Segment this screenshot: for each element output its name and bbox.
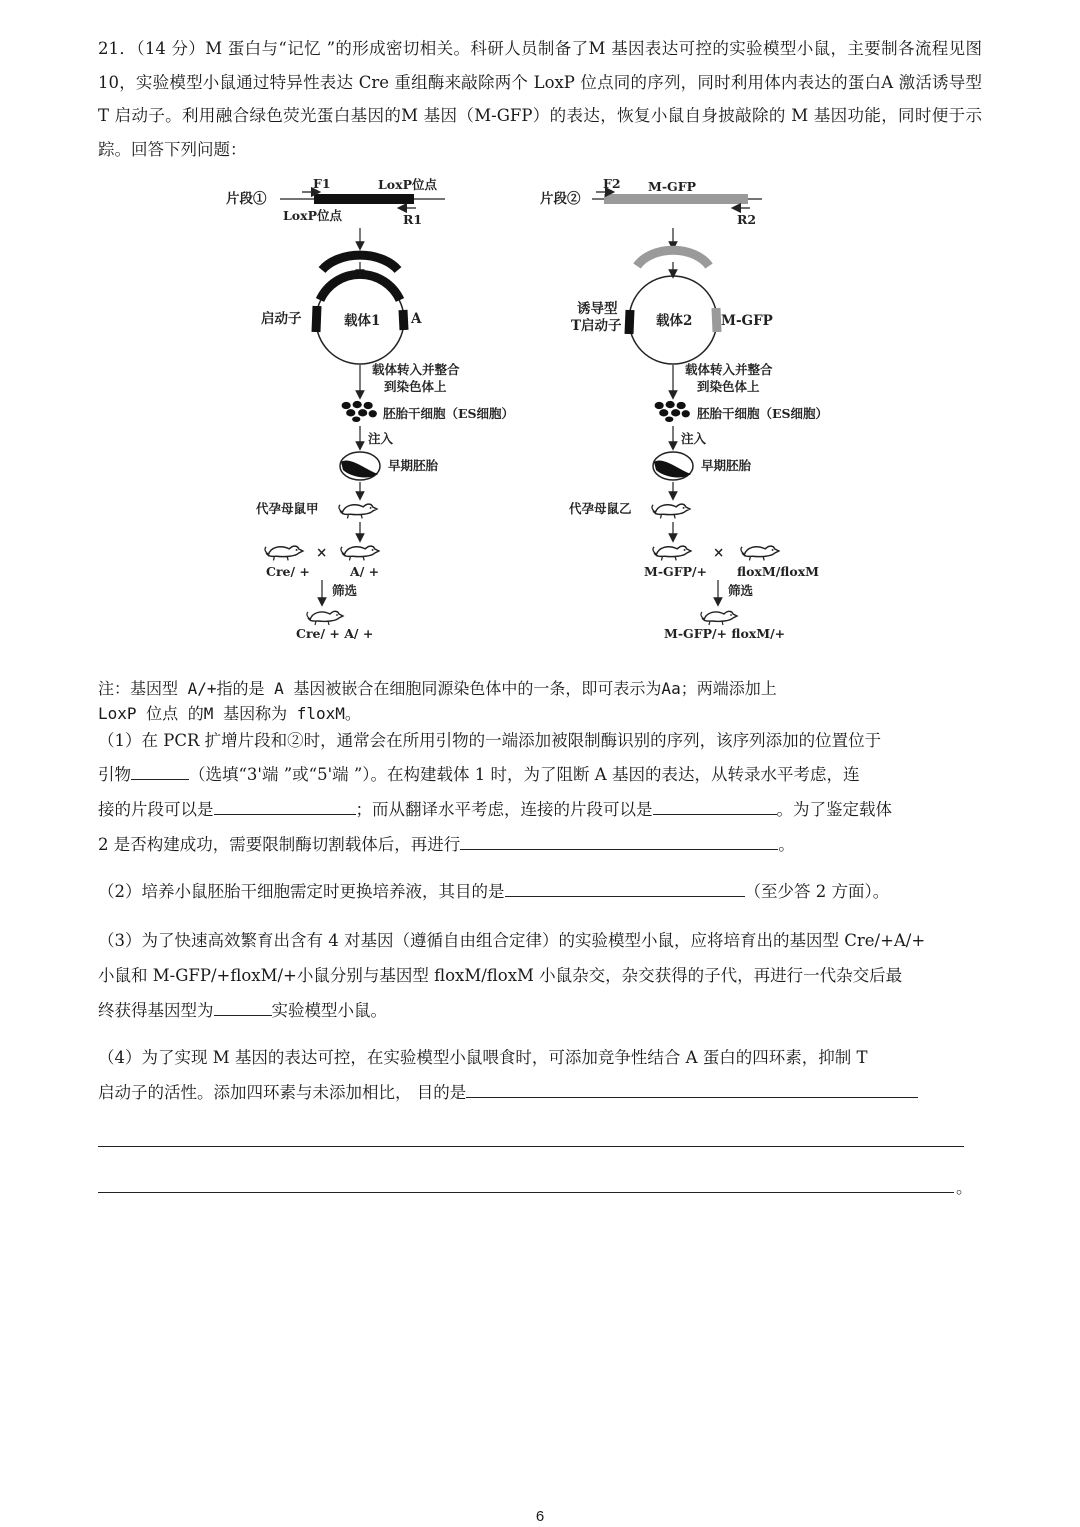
integrate2-text-1: 载体转入并整合 [685,362,773,377]
q4-line-2 [98,1076,982,1110]
offspring-left-icon [307,611,343,625]
q1-l2-text-b: （选填“3'端 ”或“5'端 ”）。在构建载体 1 时，为了阻断 A 基因的表达，从转录水平考虑，连 [189,765,860,784]
q3-line-3 [98,994,982,1028]
loxp-bottom-label: LoxP位点 [283,208,342,223]
parent-floxm-genotype: floxM/floxM [737,564,819,579]
q4-l2-text-a: 启动子的活性。添加四环素与未添加相比， 目的是 [98,1083,467,1102]
experiment-flow-diagram [0,170,1080,640]
vector1-label: 载体1 [344,313,381,329]
q4-end-mark: 。 [956,1178,973,1197]
surrogate-mouse-b-icon [652,504,690,518]
question-intro: 21．（14 分）M 蛋白与“记忆 ”的形成密切相关。科研人员制备了M 基因表达可控的实验模型小鼠，主要制各流程见图 10，实验模型小鼠通过特异性表达 Cre 重组酶来敲除两个 LoxP 位点同的序列，同时利用体内表达的蛋白A 激活诱导型 T 启动子。利用融合绿色荧光蛋白基因的M 基因（M-GFP）的表达，恢复小鼠自身披敲除的 M 基因功能，同时便于示踪。回答下列问题： [98,39,982,159]
q2-text-a: （2）培养小鼠胚胎干细胞需定时更换培养液，其目的是 [98,882,505,901]
q1-blank-transcription[interactable] [214,797,356,815]
fragment1-bar [314,194,414,204]
cross-symbol-right: × [713,545,725,561]
offspring-left-genotype: Cre/ + A/ + [296,626,374,640]
q3-line-2: 小鼠和 M-GFP/+floxM/+小鼠分别与基因型 floxM/floxM 小鼠杂交，杂交获得的子代，再进行一代杂交后最 [98,966,903,985]
q1-line-1: （1）在 PCR 扩增片段和②时，通常会在所用引物的一端添加被限制酶识别的序列，该序列添加的位置位于 [98,731,882,750]
parent-a-genotype: A/ + [350,564,380,579]
offspring-right-icon [701,611,737,625]
left-flow [226,176,514,640]
t-promoter-label-1: 诱导型 [577,301,618,317]
es-cells-label-left: 胚胎干细胞（ES细胞） [383,406,515,421]
q4-answer-line-3[interactable] [98,1192,954,1193]
integrate1-text-2: 到染色体上 [384,379,447,394]
q1-l3-text-b: ；而从翻译水平考虑，连接的片段可以是 [355,800,653,819]
mouse-mgfp-icon [653,546,691,560]
integrate2-text-2: 到染色体上 [697,379,760,394]
surrogate-label-a: 代孕母鼠甲 [256,501,319,516]
q1-l3-text-a: 接的片段可以是 [98,800,214,819]
q1-l3-text-c: 。为了鉴定载体 [776,800,892,819]
es-cells-icon [342,401,377,422]
es-cells-icon-right [655,401,690,422]
t-promoter-block [629,310,630,334]
q1-l2-text-a: 引物 [98,765,131,784]
primer-f1-label: F1 [313,176,331,191]
integrate1-text-1: 载体转入并整合 [372,362,460,377]
surrogate-label-b: 代孕母鼠乙 [569,501,632,516]
offspring-right-genotype: M-GFP/+ floxM/+ [664,626,786,640]
q1-blank-translation[interactable] [653,797,777,815]
primer-r1-label: R1 [403,212,423,227]
q4-line-1: （4）为了实现 M 基因的表达可控，在实验模型小鼠喂食时，可添加竞争性结合 A 蛋白的四环素，抑制 T [98,1048,868,1067]
mgfp-vector-label: M-GFP [721,313,773,329]
q3-l3-text-a: 终获得基因型为 [98,1001,214,1020]
parent-cre-genotype: Cre/ + [266,564,310,579]
fragment2-label: 片段② [540,191,581,207]
surrogate-mouse-a-icon [339,504,377,518]
q1-line-2 [98,758,982,792]
q3-blank-genotype[interactable] [214,998,272,1016]
promoter1-block [316,306,317,332]
fragment1-label: 片段① [226,191,267,207]
q1-blank-primer-end[interactable] [131,762,189,780]
q2-text-b: （至少答 2 方面）。 [744,882,890,901]
q2-blank-purpose[interactable] [505,879,745,897]
q3-line-1: （3）为了快速高效繁育出含有 4 对基因（遵循自由组合定律）的实验模型小鼠，应将培育出的基因型 Cre/+A/+ [98,931,926,950]
q1-line-3 [98,793,982,827]
loxp-top-label: LoxP位点 [378,177,437,192]
right-flow [540,176,828,640]
q1-l4-text-b: 。 [778,835,795,854]
note-line-2: LoxP 位点 的M 基因称为 floxM。 [98,704,361,723]
q3-l3-text-b: 实验模型小鼠。 [271,1001,387,1020]
mouse-cre-icon [265,546,303,560]
cross-symbol-left: × [316,545,328,561]
gene-a-block [403,310,404,330]
fragment2-bar [604,194,748,204]
screen-label-right: 筛选 [728,583,754,598]
embryo-label-left: 早期胚胎 [388,458,439,473]
promoter1-label: 启动子 [261,311,302,327]
primer-r2-label: R2 [737,212,757,227]
page-number: 6 [535,1508,545,1525]
embryo-label-right: 早期胚胎 [701,458,752,473]
q4-blank-purpose-1[interactable] [466,1080,918,1098]
screen-label-left: 筛选 [332,583,358,598]
q2-line [98,875,982,909]
vector2-label: 载体2 [656,313,693,329]
mouse-a-icon [341,546,379,560]
gene-a-label: A [411,311,422,327]
primer-f2-label: F2 [603,176,621,191]
q4-answer-line-2[interactable] [98,1146,964,1147]
q1-line-4 [98,828,982,862]
mgfp-top-label: M-GFP [648,179,696,194]
q1-blank-identification[interactable] [460,832,778,850]
parent-mgfp-genotype: M-GFP/+ [644,564,708,579]
mouse-floxm-icon [741,546,779,560]
mgfp-block [716,308,717,332]
inject-label-right: 注入 [681,431,707,446]
t-promoter-label-2: T启动子 [571,318,622,334]
es-cells-label-right: 胚胎干细胞（ES细胞） [697,406,829,421]
q1-l4-text-a: 2 是否构建成功，需要限制酶切割载体后，再进行 [98,835,461,854]
note-line-1: 注：基因型 A/+指的是 A 基因被嵌合在细胞同源染色体中的一条，即可表示为Aa；两端添加上 [98,679,777,698]
inject-label-left: 注入 [368,431,394,446]
